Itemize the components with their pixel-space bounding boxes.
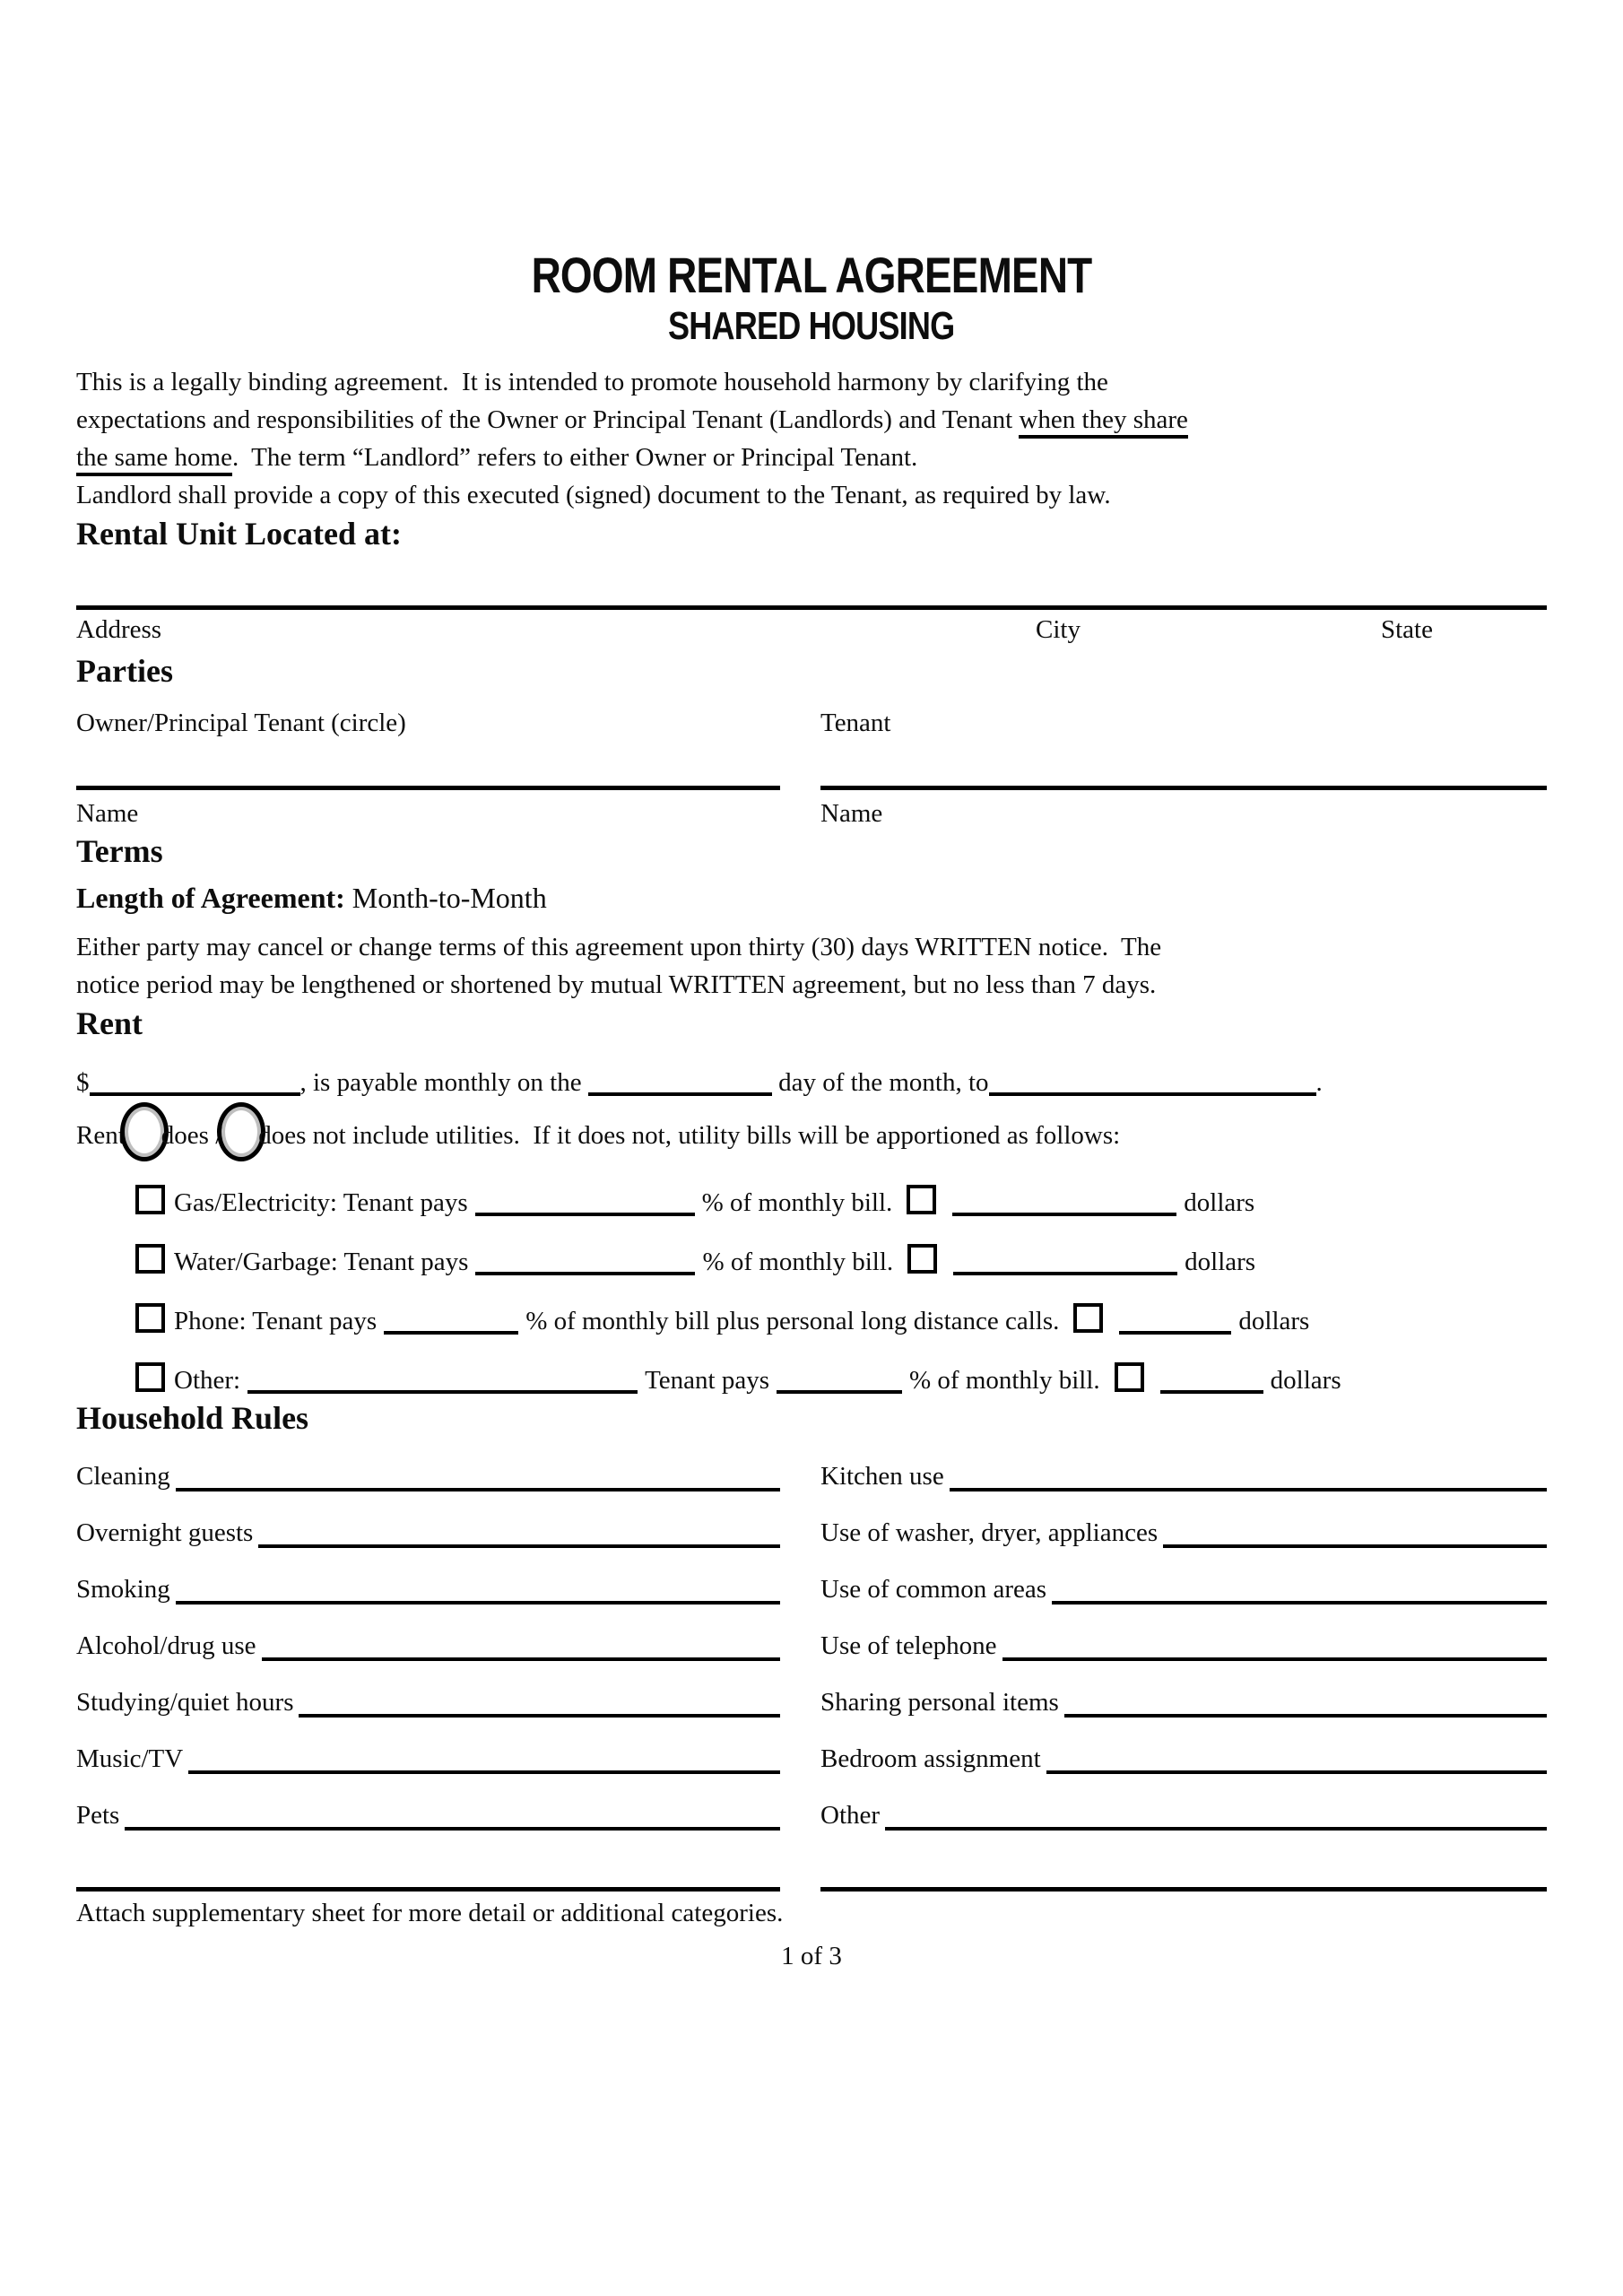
tenant-name-label: Name xyxy=(820,799,883,828)
state-label: State xyxy=(1381,615,1433,644)
other-utility-description-blank[interactable] xyxy=(247,1367,638,1394)
intro-line-1: This is a legally binding agreement. It is intended to promote household harmony by clarifying the xyxy=(76,368,1108,396)
music-tv-blank[interactable] xyxy=(188,1767,780,1774)
rule-row-common-areas: Use of common areas xyxy=(820,1574,1547,1605)
rule-row-smoking: Smoking xyxy=(76,1574,780,1605)
underlined-phrase: when they share xyxy=(1019,405,1187,439)
gas-dollars-checkbox[interactable] xyxy=(907,1185,936,1214)
document-title: ROOM RENTAL AGREEMENT xyxy=(531,247,1092,303)
cleaning-blank[interactable] xyxy=(176,1484,780,1492)
extra-right-blank[interactable] xyxy=(820,1885,1547,1892)
address-labels-row xyxy=(76,615,1547,651)
rule-row-overnight-guests: Overnight guests xyxy=(76,1518,780,1548)
rent-due-day-blank[interactable] xyxy=(588,1069,772,1096)
pets-blank[interactable] xyxy=(125,1823,780,1831)
other-percent-blank[interactable] xyxy=(777,1367,902,1394)
rule-row-studying-quiet-hours: Studying/quiet hours xyxy=(76,1687,780,1718)
rule-row-cleaning: Cleaning xyxy=(76,1461,780,1492)
water-dollars-checkbox[interactable] xyxy=(907,1244,937,1274)
other-utility-checkbox[interactable] xyxy=(135,1362,165,1392)
telephone-blank[interactable] xyxy=(1002,1654,1548,1661)
rule-row-pets: Pets xyxy=(76,1800,780,1831)
water-garbage-row: Water/Garbage: Tenant pays % of monthly bill. dollars xyxy=(135,1244,1547,1280)
owner-name-write-in-line[interactable] xyxy=(76,784,780,790)
length-of-agreement-row xyxy=(76,878,1547,918)
extra-rule-lines xyxy=(76,1885,1547,1892)
rent-amount-blank[interactable] xyxy=(90,1069,300,1096)
phone-dollars-checkbox[interactable] xyxy=(1073,1303,1103,1333)
rent-heading: Rent xyxy=(76,1005,143,1041)
length-of-agreement-value: Month-to-Month xyxy=(344,882,547,914)
address-write-in-line[interactable] xyxy=(76,604,1547,610)
other-utility-row: Other: Tenant pays % of monthly bill. dollars xyxy=(135,1362,1547,1398)
owner-name-label: Name xyxy=(76,799,139,828)
underlined-phrase: the same home xyxy=(76,443,232,476)
studying-quiet-hours-blank[interactable] xyxy=(299,1710,780,1718)
rule-row-sharing-personal-items: Sharing personal items xyxy=(820,1687,1547,1718)
phone-checkbox[interactable] xyxy=(135,1303,165,1333)
gas-percent-blank[interactable] xyxy=(475,1189,695,1216)
phone-percent-blank[interactable] xyxy=(384,1308,518,1335)
tenant-name-write-in-line[interactable] xyxy=(820,784,1547,790)
intro-line-2: expectations and responsibilities of the Owner or Principal Tenant (Landlords) and Tenant when they share xyxy=(76,401,1547,439)
rule-row-washer-dryer-appliances: Use of washer, dryer, appliances xyxy=(820,1518,1547,1548)
rental-unit-heading: Rental Unit Located at: xyxy=(76,516,402,552)
gas-electricity-checkbox[interactable] xyxy=(135,1185,165,1214)
rule-row-bedroom-assignment: Bedroom assignment xyxy=(820,1744,1547,1774)
phone-dollars-blank[interactable] xyxy=(1119,1308,1231,1335)
gas-dollars-blank[interactable] xyxy=(952,1189,1176,1216)
other-rule-blank[interactable] xyxy=(885,1823,1547,1831)
rent-payee-blank[interactable] xyxy=(989,1069,1316,1096)
washer-dryer-appliances-blank[interactable] xyxy=(1163,1541,1547,1548)
alcohol-drug-use-blank[interactable] xyxy=(262,1654,780,1661)
rule-row-other: Other xyxy=(820,1800,1547,1831)
terms-heading: Terms xyxy=(76,833,163,869)
length-of-agreement-label: Length of Agreement: xyxy=(76,882,345,914)
notice-paragraph: Either party may cancel or change terms of this agreement upon thirty (30) days WRITTEN notice. The notice period may be lengthened or shortened by mutual WRITTEN agreement, but no less than 7 days. xyxy=(76,933,1162,999)
address-label: Address xyxy=(76,615,162,644)
rule-row-music-tv: Music/TV xyxy=(76,1744,780,1774)
rent-utilities-row: Rent does / does not include utilities. If it does not, utility bills will be apportioned as follows: xyxy=(76,1102,1547,1161)
water-dollars-blank[interactable] xyxy=(953,1248,1177,1275)
rent-payable-row: $ , is payable monthly on the day of the month, to . xyxy=(76,1068,1323,1097)
document-subtitle: SHARED HOUSING xyxy=(668,304,955,348)
water-percent-blank[interactable] xyxy=(475,1248,695,1275)
intro-paragraph xyxy=(76,363,1547,514)
supplementary-note: Attach supplementary sheet for more detail or additional categories. xyxy=(76,1899,784,1927)
other-dollars-checkbox[interactable] xyxy=(1115,1362,1144,1392)
sharing-personal-items-blank[interactable] xyxy=(1064,1710,1547,1718)
tenant-label: Tenant xyxy=(820,709,891,737)
other-dollars-blank[interactable] xyxy=(1160,1367,1263,1394)
rule-row-kitchen-use: Kitchen use xyxy=(820,1461,1547,1492)
city-label: City xyxy=(1036,615,1081,644)
rule-row-telephone: Use of telephone xyxy=(820,1631,1547,1661)
page-number: 1 of 3 xyxy=(781,1942,842,1970)
intro-line-4: Landlord shall provide a copy of this executed (signed) document to the Tenant, as required by law. xyxy=(76,481,1111,509)
smoking-blank[interactable] xyxy=(176,1597,780,1605)
common-areas-blank[interactable] xyxy=(1052,1597,1547,1605)
gas-electricity-row: Gas/Electricity: Tenant pays % of monthly bill. dollars xyxy=(135,1185,1547,1221)
overnight-guests-blank[interactable] xyxy=(258,1541,780,1548)
parties-heading: Parties xyxy=(76,653,173,689)
extra-left-blank[interactable] xyxy=(76,1885,780,1892)
owner-principal-tenant-label: Owner/Principal Tenant (circle) xyxy=(76,709,406,737)
rule-row-alcohol-drug-use: Alcohol/drug use xyxy=(76,1631,780,1661)
phone-row: Phone: Tenant pays % of monthly bill plus personal long distance calls. dollars xyxy=(135,1303,1547,1339)
household-rules-heading: Household Rules xyxy=(76,1400,309,1436)
kitchen-use-blank[interactable] xyxy=(950,1484,1547,1492)
bedroom-assignment-blank[interactable] xyxy=(1046,1767,1547,1774)
intro-line-3: the same home. The term “Landlord” refers to either Owner or Principal Tenant. xyxy=(76,439,1547,476)
water-garbage-checkbox[interactable] xyxy=(135,1244,165,1274)
